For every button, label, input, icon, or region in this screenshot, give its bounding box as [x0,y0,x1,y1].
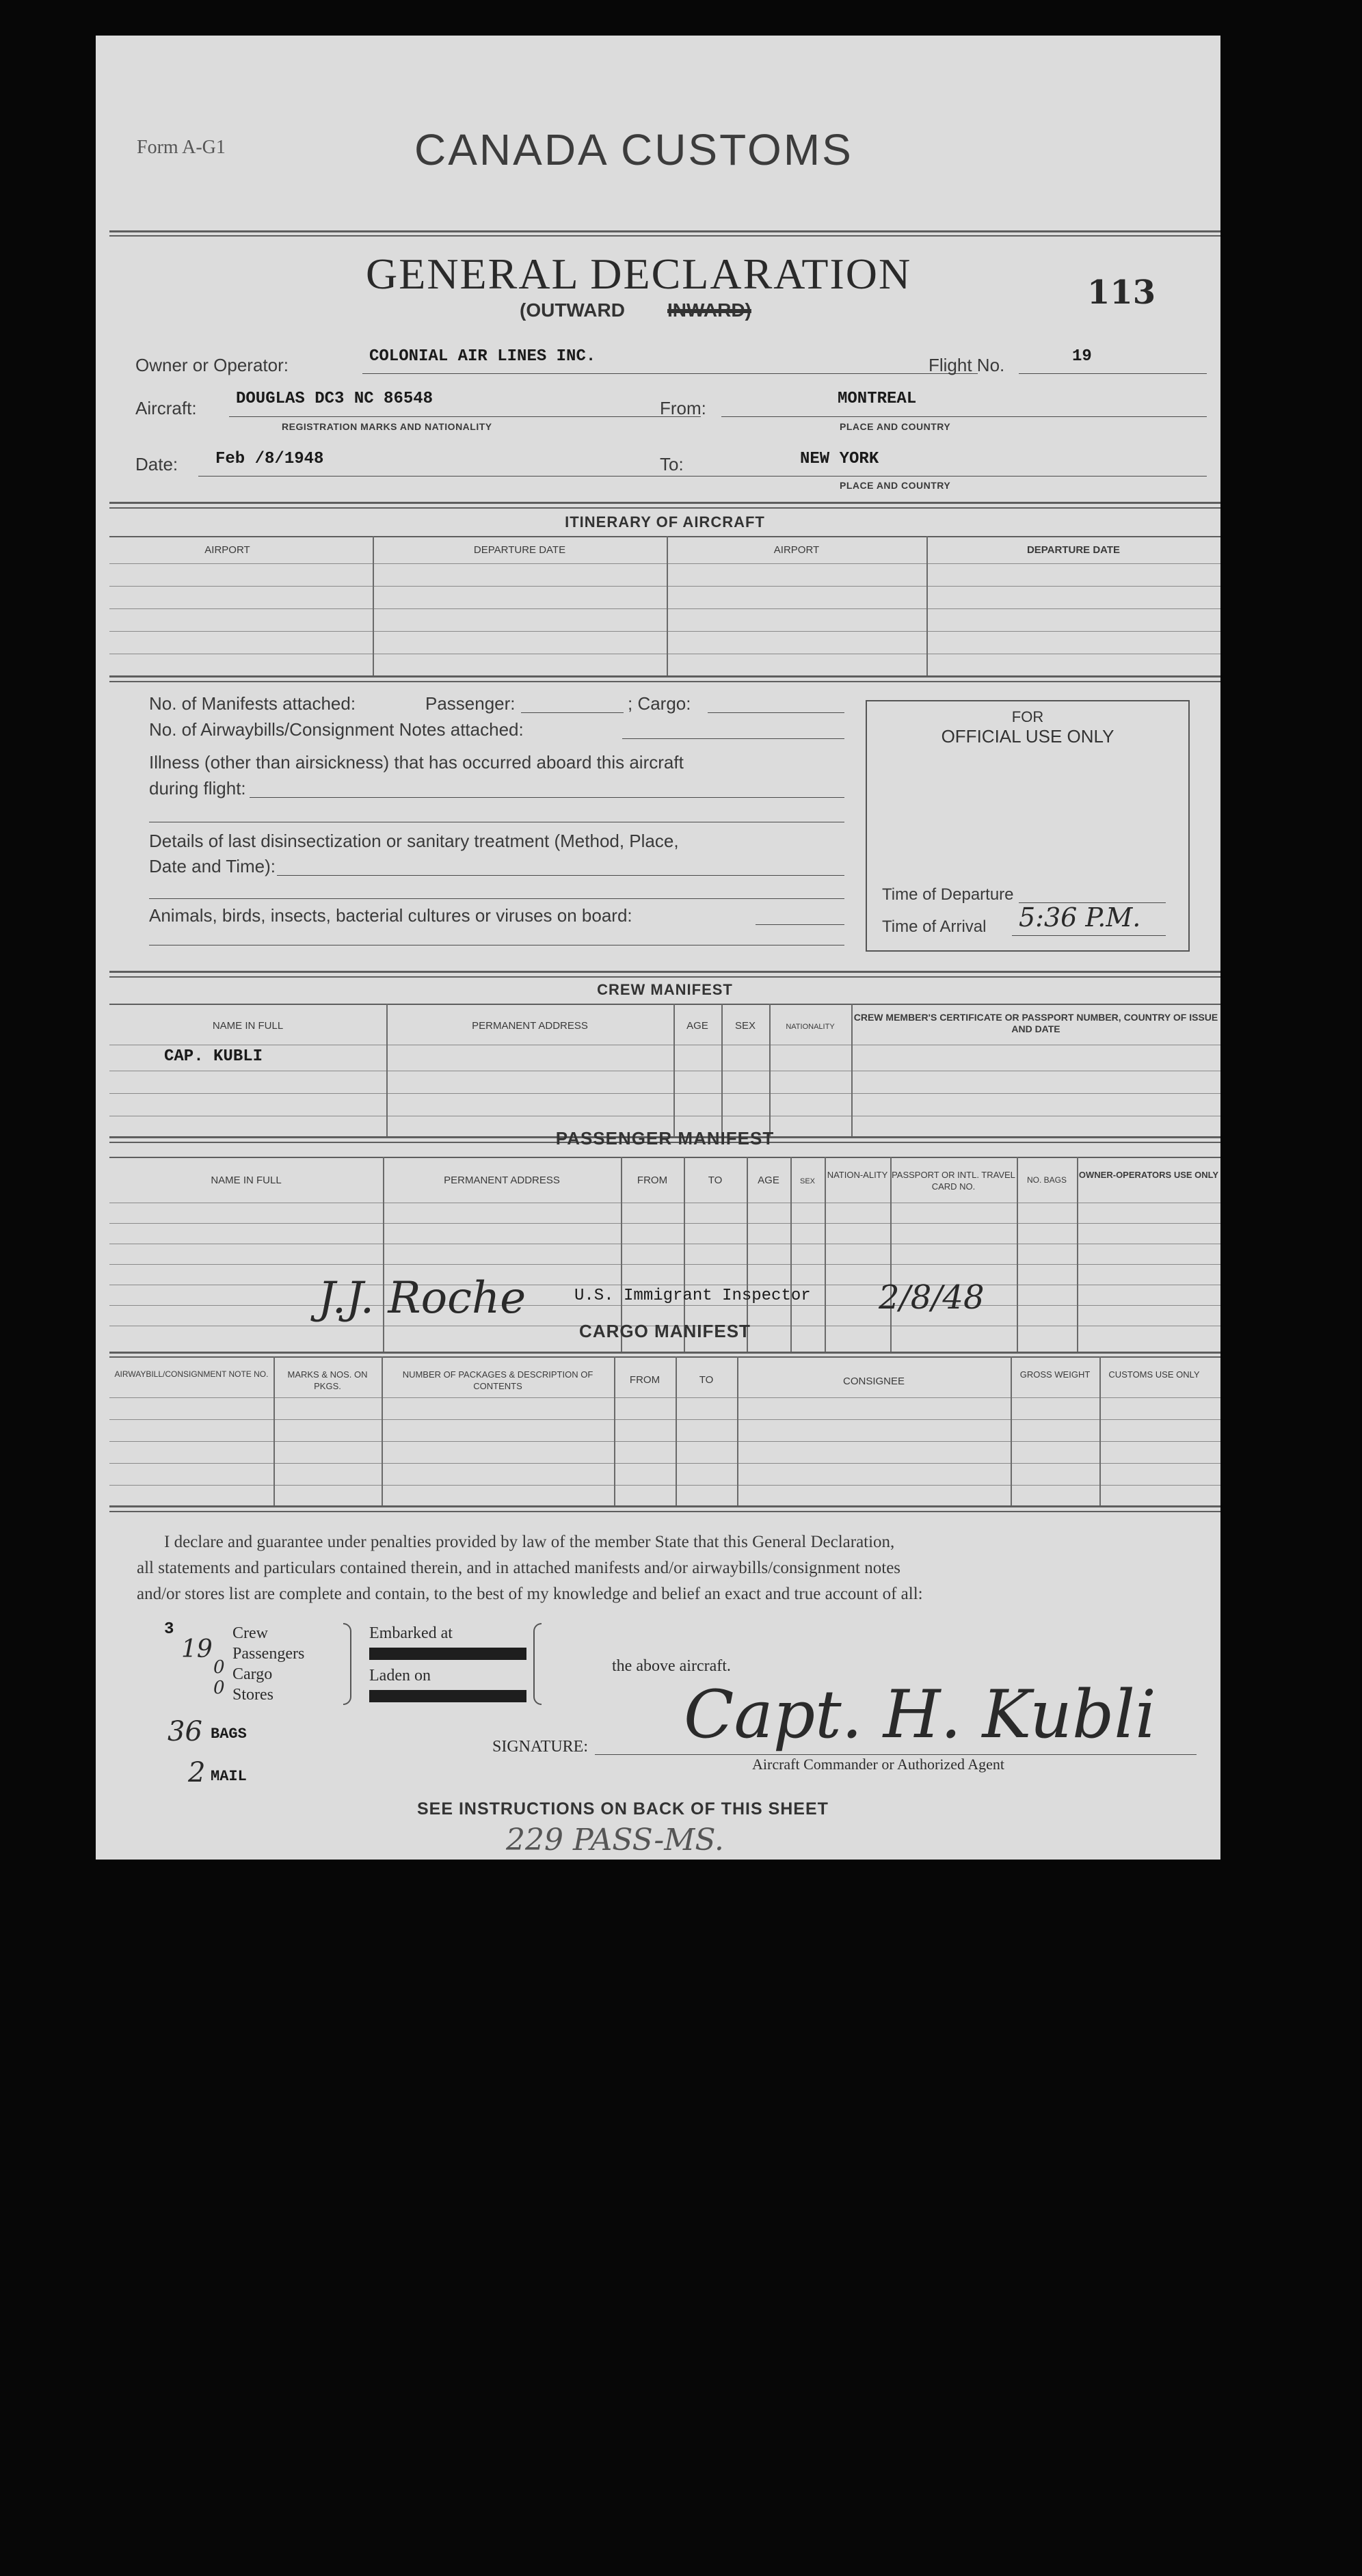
declaration-line-3: and/or stores list are complete and contain, to the best of my knowledge and belief an exact and true account of all: [137,1585,923,1603]
aircraft-value: DOUGLAS DC3 NC 86548 [236,390,433,408]
date-label: Date: [135,454,178,474]
registration-caption: REGISTRATION MARKS AND NATIONALITY [282,421,492,432]
itinerary-col-departure-2: DEPARTURE DATE [1026,544,1121,556]
passenger-manifest-title: PASSENGER MANIFEST [555,1128,775,1149]
direction-inward-struck: INWARD) [667,299,751,321]
cargo-col-to: TO [699,1374,714,1386]
passenger-col-name: NAME IN FULL [211,1175,282,1186]
declaration-line-2: all statements and particulars contained therein, and in attached manifests and/or airwaybills/consignment notes [137,1559,901,1577]
cargo-col-packages: NUMBER OF PACKAGES & DESCRIPTION OF CONTENTS [402,1369,593,1391]
disinsectization-label: Details of last disinsectization or sanitary treatment (Method, Place, [149,831,679,851]
date-value: Feb /8/1948 [215,450,324,468]
crew-count: 3 [164,1620,174,1639]
bags-label: BAGS [211,1726,247,1743]
owner-value: COLONIAL AIR LINES INC. [369,347,596,366]
commander-signature: Capt. H. Kubli [684,1676,1156,1753]
crew-col-certificate: CREW MEMBER'S CERTIFICATE OR PASSPORT NUMBER, COUNTRY OF ISSUE AND DATE [853,1012,1218,1034]
flight-no-value: 19 [1072,347,1092,366]
totals-brace-right [533,1623,542,1705]
crew-row-name: CAP. KUBLI [164,1047,263,1066]
date-time-label: Date and Time): [149,856,276,876]
declaration-form [96,36,1220,1860]
passenger-col-nationality: NATION-ALITY [827,1170,888,1180]
cargo-col-customs-use: CUSTOMS USE ONLY [1108,1369,1200,1380]
mail-label: MAIL [211,1768,247,1785]
signature-label: SIGNATURE: [492,1738,589,1756]
animals-label: Animals, birds, insects, bacterial cultures or viruses on board: [149,905,632,926]
cargo-col-airwaybill: AIRWAYBILL/CONSIGNMENT NOTE NO. [114,1369,269,1379]
crew-label: Crew [232,1624,268,1642]
sheet-number: 113 [1087,273,1156,312]
embarked-struck [369,1648,526,1660]
crew-col-nationality: NATIONALITY [786,1023,835,1031]
above-aircraft: the above aircraft. [612,1657,731,1675]
place-caption-1: PLACE AND COUNTRY [840,421,951,432]
cargo-col-gross-weight: GROSS WEIGHT [1019,1369,1091,1380]
crew-col-name: NAME IN FULL [212,1020,284,1032]
passengers-label: Passengers [232,1645,305,1663]
handwritten-note: 229 PASS-MS. [506,1823,724,1857]
totals-brace-left [343,1623,351,1705]
cargo-manifest-title: CARGO MANIFEST [579,1321,751,1341]
declaration-line-1: I declare and guarantee under penalties provided by law of the member State that this General Declaration, [164,1533,895,1551]
crew-col-address: PERMANENT ADDRESS [472,1020,588,1032]
direction-outward: (OUTWARD [520,299,625,321]
to-value: NEW YORK [800,450,879,468]
passenger-col-sex: SEX [799,1177,815,1185]
passenger-col-address: PERMANENT ADDRESS [444,1175,560,1186]
bags-count: 36 [168,1716,202,1747]
owner-label: Owner or Operator: [135,355,289,375]
passengers-count: 19 [181,1635,213,1663]
airwaybills-label: No. of Airwaybills/Consignment Notes attached: [149,719,524,740]
laden-struck [369,1690,526,1702]
stores-count: 0 [213,1678,225,1698]
crew-col-sex: SEX [734,1020,756,1032]
signature-caption: Aircraft Commander or Authorized Agent [752,1756,1005,1773]
inspector-date: 2/8/48 [879,1278,985,1317]
passenger-label: Passenger: [425,693,516,714]
itinerary-col-airport-2: AIRPORT [773,544,820,556]
passenger-col-age: AGE [758,1175,779,1186]
from-value: MONTREAL [838,390,917,408]
form-title: GENERAL DECLARATION [366,250,912,298]
during-flight-label: during flight: [149,778,246,799]
inspector-signature: J.J. Roche [318,1273,526,1324]
inspector-stamp: U.S. Immigrant Inspector [574,1287,811,1305]
flight-no-label: Flight No. [929,355,1005,375]
cargo-col-consignee: CONSIGNEE [842,1376,905,1387]
cargo-label: ; Cargo: [628,693,691,714]
time-of-arrival-value: 5:36 P.M. [1019,902,1141,933]
stores-label: Stores [232,1686,273,1704]
laden-label: Laden on [369,1667,431,1685]
passenger-col-bags: NO. BAGS [1026,1175,1067,1185]
itinerary-col-departure-1: DEPARTURE DATE [473,544,566,556]
itinerary-title: ITINERARY OF AIRCRAFT [565,513,765,531]
to-label: To: [660,454,684,474]
crew-manifest-title: CREW MANIFEST [597,981,733,998]
cargo-label-total: Cargo [232,1665,273,1683]
official-use-line1: FOR [1011,708,1044,725]
mail-count: 2 [188,1757,206,1788]
embarked-label: Embarked at [369,1624,453,1642]
cargo-col-marks: MARKS & NOS. ON PKGS. [287,1369,368,1391]
time-of-arrival-label: Time of Arrival [882,917,987,936]
cargo-count: 0 [213,1657,225,1678]
passenger-col-passport: PASSPORT OR INTL. TRAVEL CARD NO. [892,1170,1015,1192]
crew-col-age: AGE [686,1020,708,1032]
instructions-note: SEE INSTRUCTIONS ON BACK OF THIS SHEET [417,1799,829,1819]
passenger-col-owner-use: OWNER-OPERATORS USE ONLY [1078,1170,1219,1180]
form-number: Form A-G1 [137,137,226,158]
official-use-line2: OFFICIAL USE ONLY [941,726,1114,747]
time-of-departure-label: Time of Departure [882,885,1014,904]
passenger-col-from: FROM [637,1175,668,1186]
illness-label: Illness (other than airsickness) that has occurred aboard this aircraft [149,752,684,773]
from-label: From: [660,398,706,418]
aircraft-label: Aircraft: [135,398,197,418]
manifests-label: No. of Manifests attached: [149,693,356,714]
itinerary-col-airport-1: AIRPORT [204,544,250,556]
place-caption-2: PLACE AND COUNTRY [840,480,951,491]
agency-name: CANADA CUSTOMS [414,125,853,174]
cargo-col-from: FROM [629,1374,660,1386]
passenger-col-to: TO [708,1175,723,1186]
